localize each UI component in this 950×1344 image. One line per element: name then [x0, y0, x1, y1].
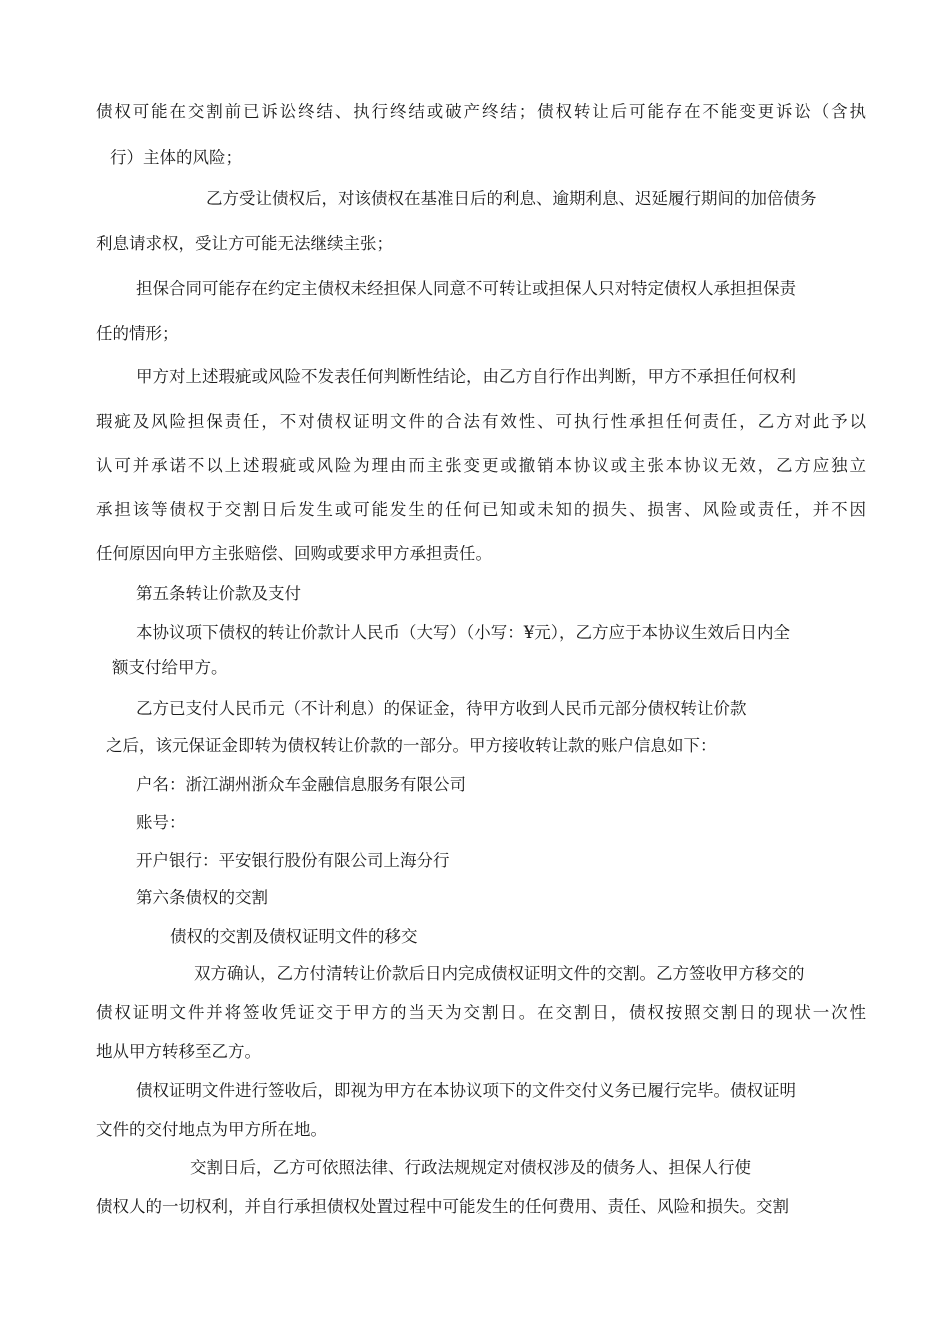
text-line: 利息请求权，受让方可能无法继续主张；: [96, 234, 393, 253]
text-line: 乙方已支付人民币元（不计利息）的保证金，待甲方收到人民币元部分债权转让价款: [136, 699, 747, 718]
text-line: 文件的交付地点为甲方所在地。: [96, 1120, 327, 1139]
text-line: 债权证明文件进行签收后，即视为甲方在本协议项下的文件交付义务已履行完毕。债权证明: [136, 1081, 796, 1100]
text-line: 之后，该元保证金即转为债权转让价款的一部分。甲方接收转让款的账户信息如下：: [106, 736, 717, 755]
account-number: 账号：: [136, 813, 186, 832]
text-line: 担保合同可能存在约定主债权未经担保人同意不可转让或担保人只对特定债权人承担担保责: [136, 279, 796, 298]
text-line: 任的情形；: [96, 324, 179, 343]
text-line: 瑕疵及风险担保责任，不对债权证明文件的合法有效性、可执行性承担任何责任，乙方对此予以: [96, 412, 866, 431]
section-heading: 第六条债权的交割: [136, 888, 268, 907]
text-line: 债权人的一切权利，并自行承担债权处置过程中可能发生的任何费用、责任、风险和损失。交割: [96, 1197, 789, 1216]
text-line: 任何原因向甲方主张赔偿、回购或要求甲方承担责任。: [96, 544, 492, 563]
subsection-heading: 债权的交割及债权证明文件的移交: [170, 927, 418, 946]
text-line: 甲方对上述瑕疵或风险不发表任何判断性结论，由乙方自行作出判断，甲方不承担任何权利: [136, 367, 796, 386]
text-line: 债权可能在交割前已诉讼终结、执行终结或破产终结；债权转让后可能存在不能变更诉讼（含执: [96, 102, 866, 121]
text-line: 地从甲方转移至乙方。: [96, 1042, 261, 1061]
account-name: 户名：浙江湖州浙众车金融信息服务有限公司: [136, 775, 466, 794]
text-line: 双方确认，乙方付清转让价款后日内完成债权证明文件的交割。乙方签收甲方移交的: [194, 964, 805, 983]
text-line: 债权证明文件并将签收凭证交于甲方的当天为交割日。在交割日，债权按照交割日的现状一次性: [96, 1003, 866, 1022]
section-heading: 第五条转让价款及支付: [136, 584, 301, 603]
bank-name: 开户银行：平安银行股份有限公司上海分行: [136, 851, 450, 870]
text-line: 行）主体的风险；: [110, 148, 242, 167]
text-line: 本协议项下债权的转让价款计人民币（大写）（小写：¥元），乙方应于本协议生效后日内全: [136, 623, 790, 642]
text-line: 交割日后，乙方可依照法律、行政法规规定对债权涉及的债务人、担保人行使: [190, 1158, 751, 1177]
text-line: 额支付给甲方。: [112, 658, 228, 677]
text-line: 承担该等债权于交割日后发生或可能发生的任何已知或未知的损失、损害、风险或责任，并不因: [96, 500, 866, 519]
text-line: 乙方受让债权后，对该债权在基准日后的利息、逾期利息、迟延履行期间的加倍债务: [206, 189, 817, 208]
text-line: 认可并承诺不以上述瑕疵或风险为理由而主张变更或撤销本协议或主张本协议无效，乙方应独立: [96, 456, 866, 475]
